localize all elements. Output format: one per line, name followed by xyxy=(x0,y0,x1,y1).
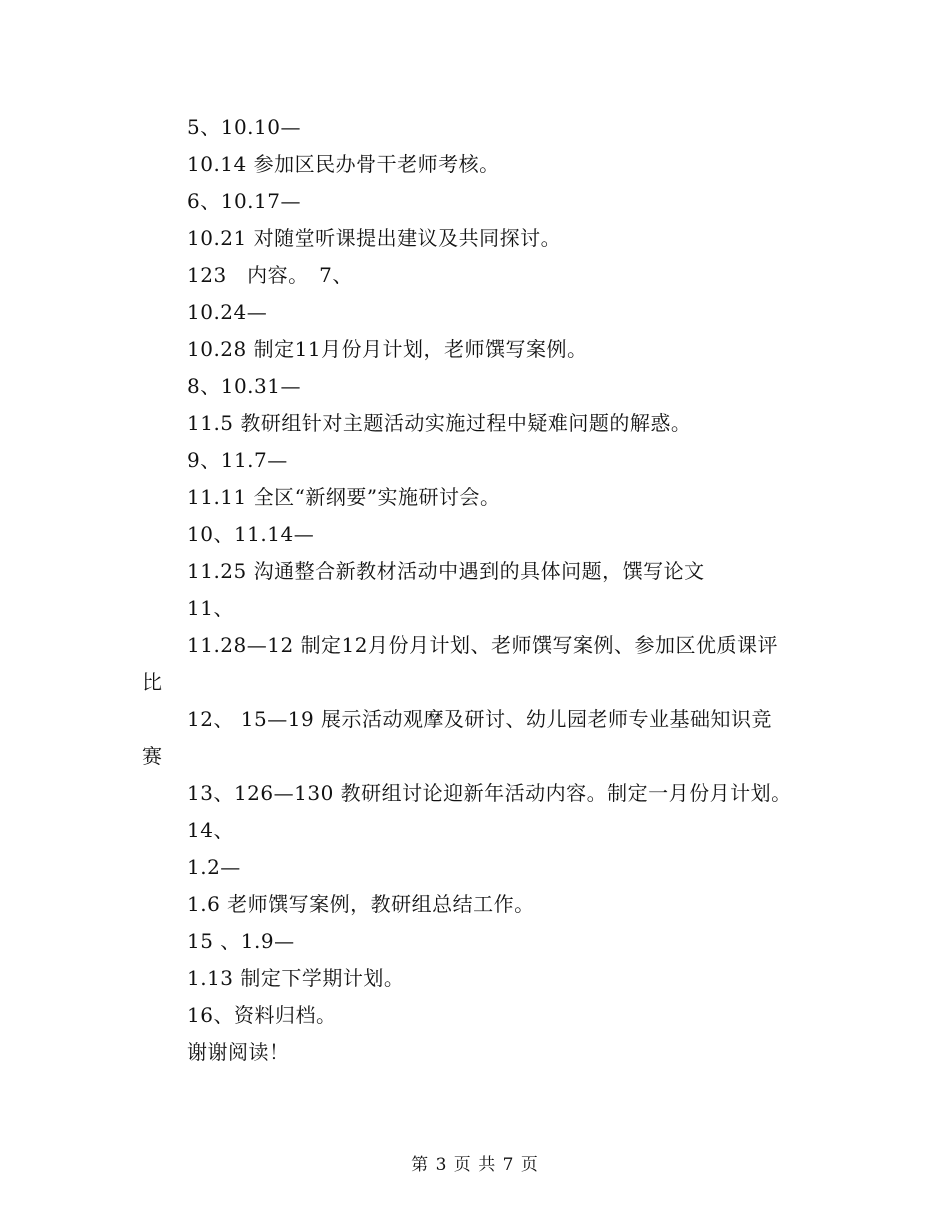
text-line: 14、 xyxy=(187,818,234,842)
text-line: 16、资料归档。 xyxy=(187,1003,337,1027)
text-line: 10.24— xyxy=(187,300,268,324)
text-line: 1.2— xyxy=(187,855,241,879)
text-line: 11.25 沟通整合新教材活动中遇到的具体问题，馔写论文 xyxy=(187,559,705,583)
text-line: 9、11.7— xyxy=(187,448,288,472)
text-line: 10、11.14— xyxy=(187,522,315,546)
text-line: 11.28—12 制定12月份月计划、老师馔写案例、参加区优质课评 xyxy=(187,633,779,657)
text-line: 1.6 老师馔写案例，教研组总结工作。 xyxy=(187,892,535,916)
text-line: 11、 xyxy=(187,596,234,620)
text-line: 11.5 教研组针对主题活动实施过程中疑难问题的解惑。 xyxy=(187,411,692,435)
text-line-continuation: 赛 xyxy=(142,744,163,768)
text-line: 123 内容。 7、 xyxy=(187,263,353,287)
text-line: 8、10.31— xyxy=(187,374,301,398)
text-line: 1.13 制定下学期计划。 xyxy=(187,966,405,990)
text-line: 6、10.17— xyxy=(187,189,301,213)
text-line-continuation: 比 xyxy=(142,670,163,694)
text-line: 10.14 参加区民办骨干老师考核。 xyxy=(187,152,500,176)
page-number-footer: 第 3 页 共 7 页 xyxy=(411,1155,539,1175)
text-line: 11.11 全区“新纲要”实施研讨会。 xyxy=(187,485,501,509)
text-line: 13、126—130 教研组讨论迎新年活动内容。制定一月份月计划。 xyxy=(187,781,792,805)
closing-line: 谢谢阅读！ xyxy=(187,1040,290,1064)
text-line: 10.21 对随堂听课提出建议及共同探讨。 xyxy=(187,226,562,250)
text-line: 10.28 制定11月份月计划，老师馔写案例。 xyxy=(187,337,588,361)
text-line: 5、10.10— xyxy=(187,115,301,139)
text-line: 12、 15—19 展示活动观摩及研讨、幼儿园老师专业基础知识竞 xyxy=(187,707,773,731)
text-line: 15 、1.9— xyxy=(187,929,295,953)
